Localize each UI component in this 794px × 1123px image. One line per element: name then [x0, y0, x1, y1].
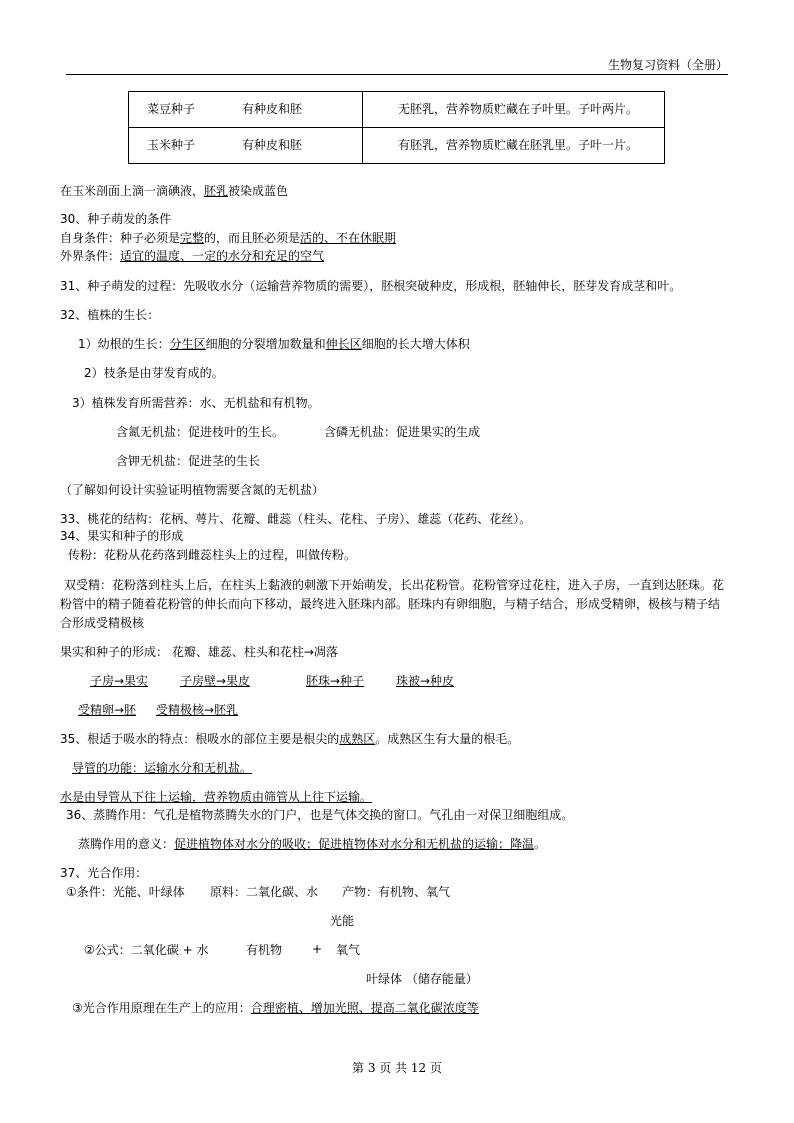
phosphorus-salt: 含磷无机盐：促进果实的生成	[324, 425, 481, 439]
seed-name-cell: 菜豆种子	[129, 92, 243, 128]
section-35	[60, 732, 519, 747]
section-31: 31、种子萌发的过程：先吸收水分（运输营养物质的需要），胚根突破种皮，形成根，胚轴伸长，胚芽发育成茎和叶。	[60, 279, 682, 293]
text: 35、根适于吸水的特点：根吸水的部位主要是根尖的	[60, 732, 340, 746]
double-fertilization-line-1: 双受精：花粉落到柱头上后，在柱头上黏液的刺激下开始萌发，长出花粉管。花粉管穿过花柱，进入子房，一直到达胚珠。花	[64, 578, 725, 592]
root-growth-line	[78, 337, 470, 352]
underlined-term: 活的、不在休眠期	[300, 231, 397, 245]
text: 。成熟区生有大量的根毛。	[375, 732, 520, 746]
seed-structure-cell: 有种皮和胚	[242, 128, 363, 164]
table-row	[129, 128, 665, 164]
polar-nucleus-to-endosperm: 受精极核→胚乳	[156, 703, 239, 717]
corn-iodine-line	[60, 184, 288, 199]
text: 。	[534, 837, 547, 851]
text: 细胞的长大增大体积	[361, 337, 470, 351]
text: 自身条件：种子必须是	[60, 231, 181, 245]
formula-organic-matter: 有机物	[246, 943, 283, 957]
fruit-formation-line: 果实和种子的形成： 花瓣、雄蕊、柱头和花柱→凋落	[60, 645, 338, 659]
experiment-note: （了解如何设计实验证明植物需要含氮的无机盐）	[60, 483, 325, 497]
section-32-title: 32、植株的生长：	[60, 308, 160, 322]
ovule-to-seed: 胚珠→种子	[306, 674, 365, 688]
photosynthesis-application	[72, 1001, 479, 1016]
ovary-wall-to-pericarp: 子房壁→果皮	[180, 674, 251, 688]
seed-structure-cell: 有种皮和胚	[242, 92, 363, 128]
underlined-term: 适宜的温度、一定的水分和充足的空气	[120, 249, 325, 263]
zygote-to-embryo: 受精卵→胚	[78, 703, 137, 717]
pollination-line: 传粉：花粉从花药落到雌蕊柱头上的过程，叫做传粉。	[68, 548, 357, 562]
seed-desc-cell: 无胚乳，营养物质贮藏在子叶里。子叶两片。	[363, 92, 665, 128]
section-33: 33、桃花的结构：花柄、萼片、花瓣、雌蕊（柱头、花柱、子房）、雄蕊（花药、花丝）。	[60, 512, 532, 526]
seed-name-cell: 玉米种子	[129, 128, 243, 164]
header-rule	[66, 74, 728, 75]
photosynthesis-products: 产物：有机物、氧气	[342, 885, 451, 899]
formula-reactants: ②公式：二氧化碳 + 水	[84, 943, 209, 957]
section-37-title: 37、光合作用：	[60, 866, 148, 880]
photosynthesis-conditions: ①条件：光能、叶绿体	[66, 885, 185, 899]
section-34-title: 34、果实和种子的形成	[60, 529, 184, 543]
section-30-title: 30、种子萌发的条件	[60, 212, 172, 226]
text: 1）幼根的生长：	[78, 337, 170, 351]
underlined-term: 合理密植、增加光照、提高二氧化碳浓度等	[250, 1001, 479, 1015]
underlined-term: 分生区	[169, 337, 206, 351]
text: 细胞的分裂增加数量和	[205, 337, 326, 351]
text: 在玉米剖面上滴一滴碘液，	[60, 184, 205, 198]
self-condition-line	[60, 231, 396, 246]
section-36: 36、蒸腾作用：气孔是植物蒸腾失水的门户，也是气体交换的窗口。气孔由一对保卫细胞组成。	[66, 808, 574, 822]
ovary-to-fruit: 子房→果实	[90, 674, 149, 688]
seed-desc-cell: 有胚乳，营养物质贮藏在胚乳里。子叶一片。	[363, 128, 665, 164]
double-fertilization-line-3: 合形成受精极核	[60, 616, 145, 630]
photosynthesis-raw-materials: 原料：二氧化碳、水	[210, 885, 319, 899]
branch-line: 2）枝条是由芽发育成的。	[84, 366, 224, 380]
transport-line: 水是由导管从下往上运输，营养物质由筛管从上往下运输。	[60, 790, 373, 804]
vessel-function: 导管的功能：运输水分和无机盐。	[72, 761, 253, 775]
potassium-salt: 含钾无机盐：促进茎的生长	[116, 454, 261, 468]
chloroplast-label: 叶绿体 （储存能量）	[366, 972, 478, 986]
text: 被染成蓝色	[228, 184, 289, 198]
external-condition-line	[60, 249, 324, 264]
underlined-term: 胚乳	[204, 184, 229, 198]
text: 外界条件：	[60, 249, 121, 263]
text: ③光合作用原理在生产上的应用：	[72, 1001, 251, 1015]
seed-comparison-table	[128, 91, 665, 164]
nutrition-line: 3）植株发育所需营养：水、无机盐和有机物。	[72, 396, 320, 410]
formula-oxygen: 氧气	[336, 943, 361, 957]
double-fertilization-line-2: 粉管中的精子随着花粉管的伸长而向下移动，最终进入胚珠内部。胚珠内有卵细胞，与精子结合，形成受精卵，极核与精子结	[60, 597, 721, 611]
underlined-term: 促进植物体对水分的吸收；促进植物体对水分和无机盐的运输；降温	[174, 837, 535, 851]
text: 的，而且胚必须是	[204, 231, 301, 245]
page-footer: 第 3 页 共 12 页	[352, 1061, 442, 1075]
underlined-term: 完整	[180, 231, 205, 245]
text: 蒸腾作用的意义：	[78, 837, 175, 851]
integument-to-seedcoat: 珠被→种皮	[396, 674, 455, 688]
formula-plus: +	[312, 942, 323, 956]
underlined-term: 伸长区	[325, 337, 362, 351]
table-row	[129, 92, 665, 128]
nitrogen-salt: 含氮无机盐：促进枝叶的生长。	[116, 425, 285, 439]
transpiration-significance	[78, 837, 546, 852]
light-energy-label: 光能	[330, 914, 355, 928]
header-title: 生物复习资料（全册）	[607, 58, 728, 72]
underlined-term: 成熟区	[339, 732, 376, 746]
